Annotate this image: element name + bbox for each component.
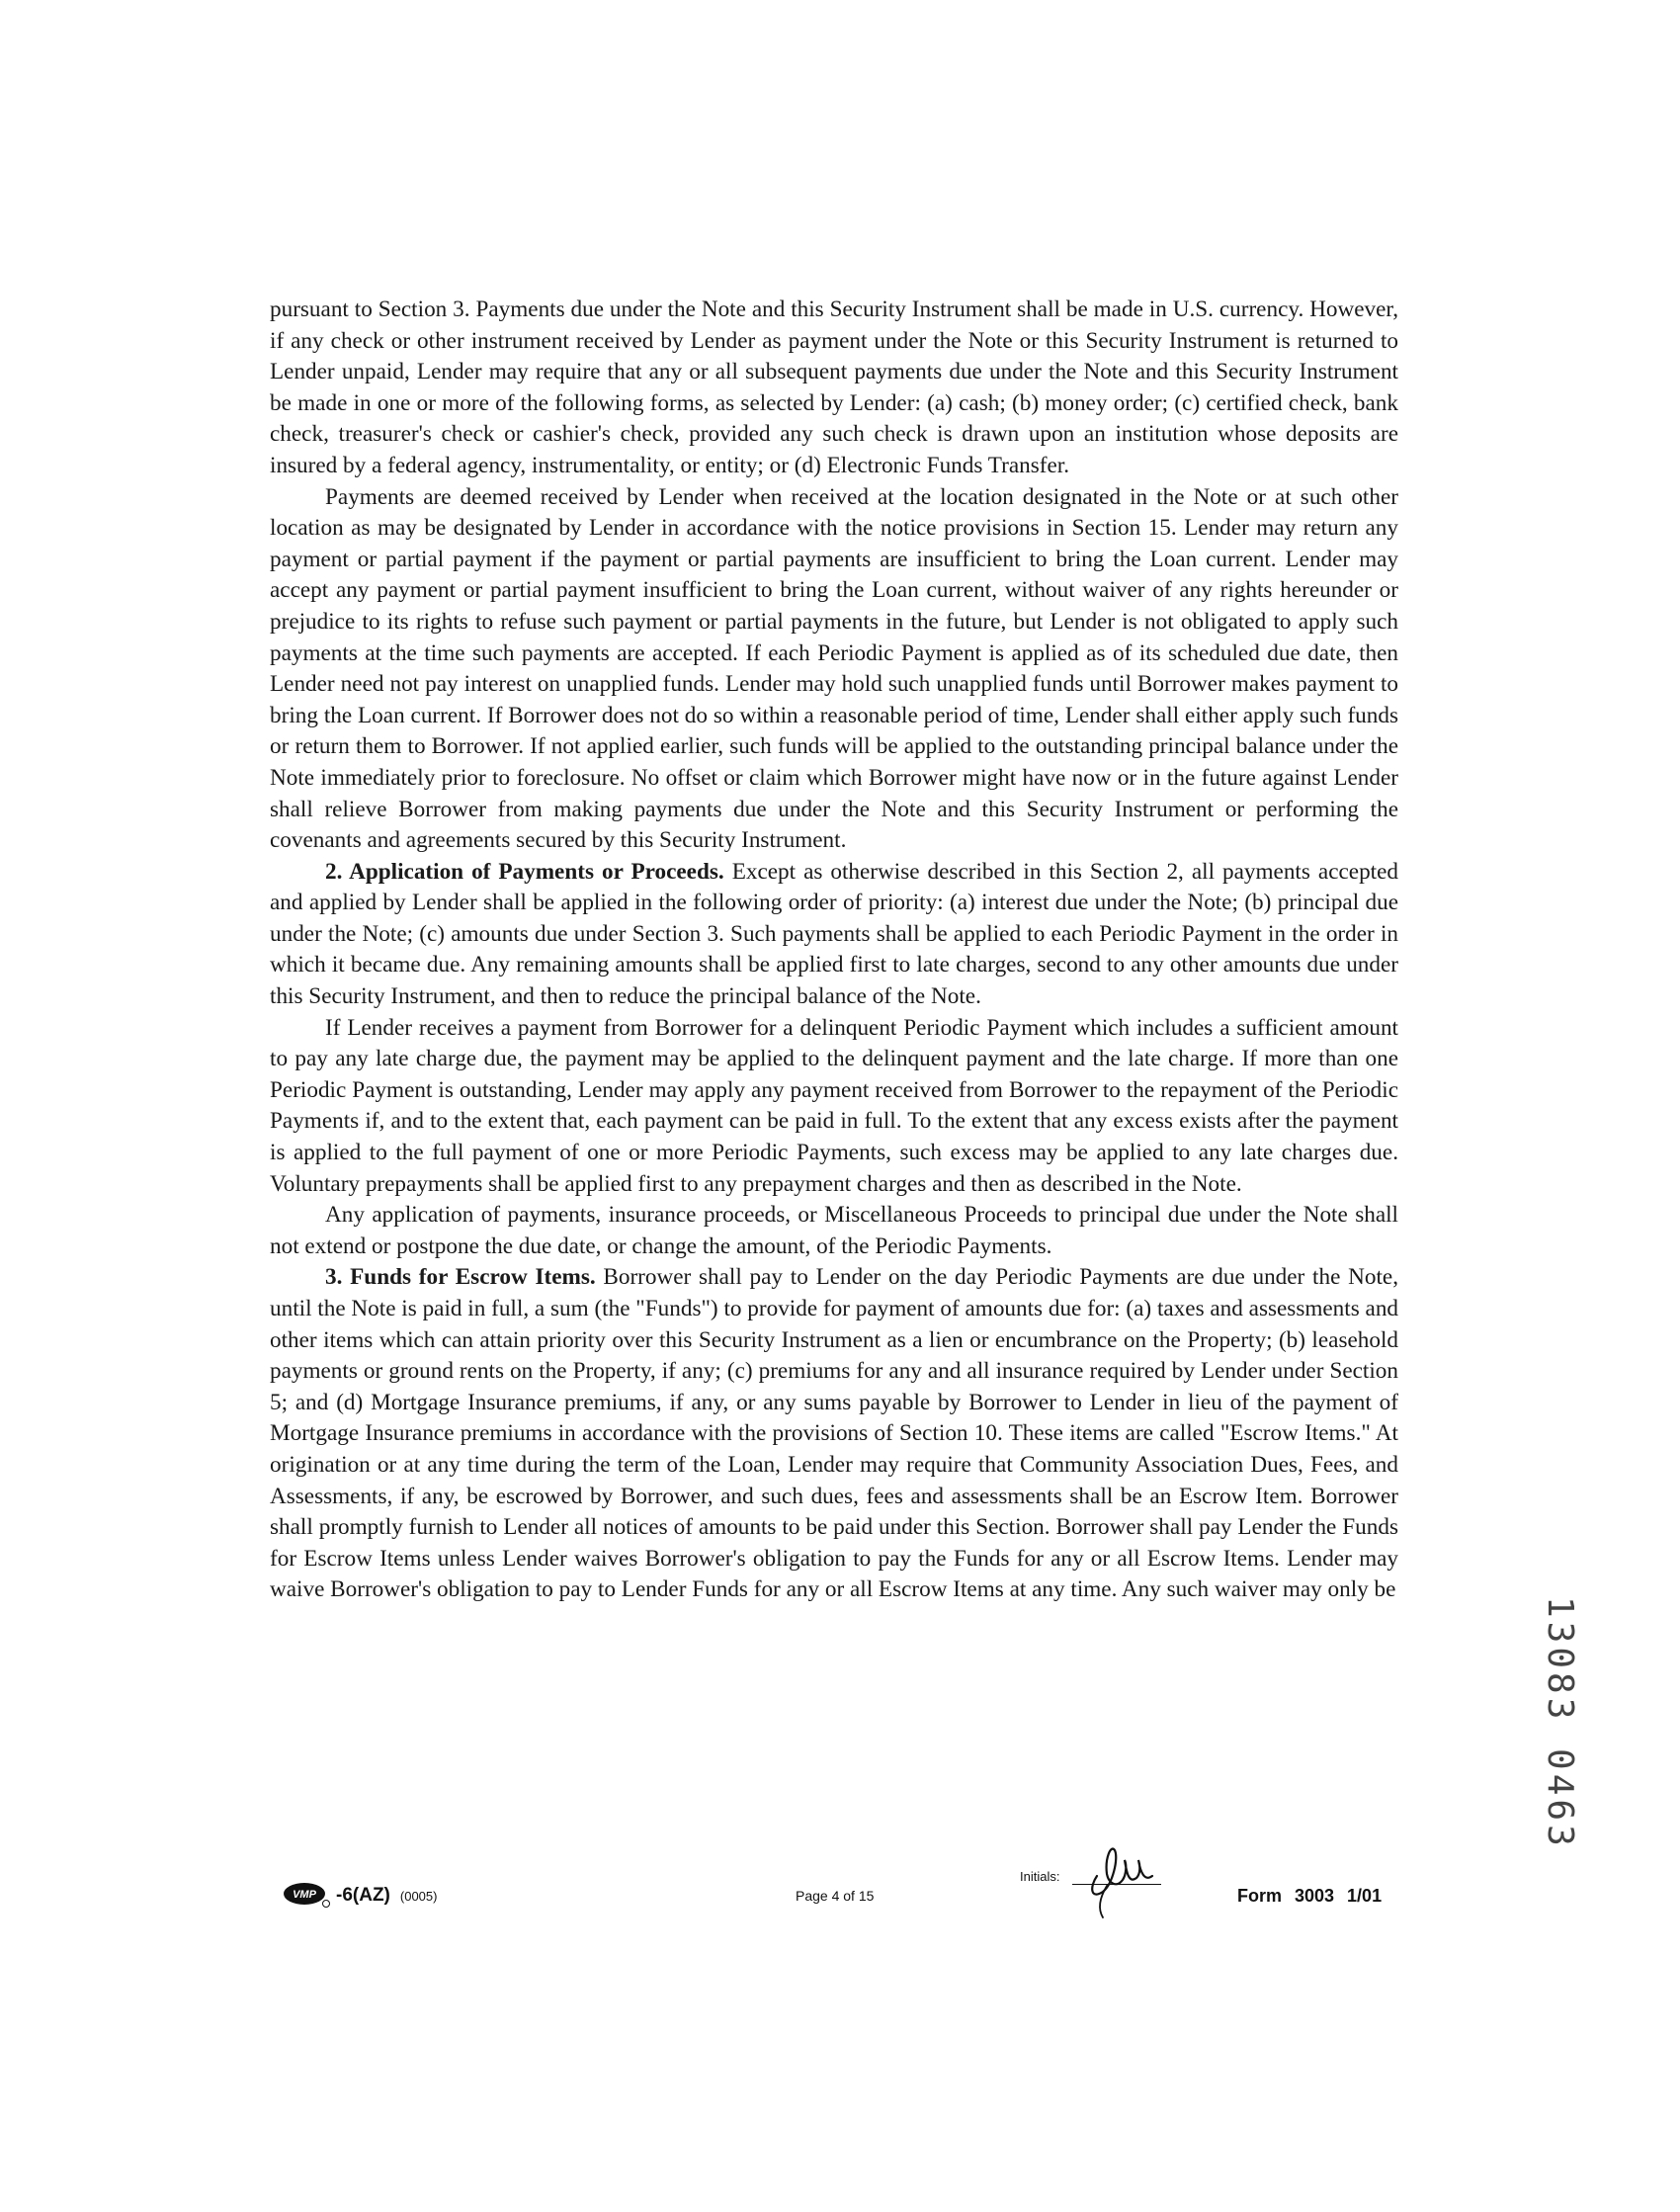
logo-text: VMP	[293, 1889, 316, 1901]
initials-label: Initials:	[1020, 1869, 1060, 1884]
section-3-funds-for-escrow	[270, 1262, 1398, 1606]
vmp-logo-icon	[283, 1882, 332, 1908]
paragraph-application-of-proceeds: Any application of payments, insurance proceeds, or Miscellaneous Proceeds to principal due under the Note shall not extend or postpone the due date, or change the amount, of the Periodic Payments.	[270, 1202, 1398, 1259]
paragraph-payment-forms: pursuant to Section 3. Payments due under the Note and this Security Instrument shall be made in U.S. currency. However, if any check or other instrument received by Lender as payment under the Note or this Security Instrument is returned to Lender unpaid, Lender may require that any or all subsequent payments due under the Note and this Security Instrument be made in one or more of the following forms, as selected by Lender: (a) cash; (b) money order; (c) certified check, bank check, treasurer's check or cashier's check, provided any such check is drawn upon an institution whose deposits are insured by a federal agency, instrumentality, or entity; or (d) Electronic Funds Transfer.	[270, 297, 1398, 478]
section-3-text: Borrower shall pay to Lender on the day Periodic Payments are due under the Note, until the Note is paid in full, a sum (the "Funds") to provide for payment of amounts due for: (a) taxes and assessments and other items which can attain priority over this Security Instrument as a lien or encumbrance on the Property; (b) leasehold payments or ground rents on the Property, if any; (c) premiums for any and all insurance required by Lender under Section 5; and (d) Mortgage Insurance premiums, if any, or any sums payable by Borrower to Lender in lieu of the payment of Mortgage Insurance premiums in accordance with the provisions of Section 10. These items are called "Escrow Items." At origination or at any time during the term of the Loan, Lender may require that Community Association Dues, Fees, and Assessments, if any, be escrowed by Borrower, and such dues, fees and assessments shall be an Escrow Item. Borrower shall promptly furnish to Lender all notices of amounts to be paid under this Section. Borrower shall pay Lender the Funds for Escrow Items unless Lender waives Borrower's obligation to pay the Funds for any or all Escrow Items. Lender may waive Borrower's obligation to pay to Lender Funds for any or all Escrow Items at any time. Any such waiver may only be	[270, 1264, 1399, 1603]
paragraph-payments-received: Payments are deemed received by Lender when received at the location designated in the Note or at such other location as may be designated by Lender in accordance with the notice provisions in Section 15. Lender may return any payment or partial payment if the payment or partial payments are insufficient to bring the Loan current. Lender may accept any payment or partial payment insufficient to bring the Loan current, without waiver of any rights hereunder or prejudice to its rights to refuse such payment or partial payments in the future, but Lender is not obligated to apply such payments at the time such payments are accepted. If each Periodic Payment is applied as of its scheduled due date, then Lender need not pay interest on unapplied funds. Lender may hold such unapplied funds until Borrower makes payment to bring the Loan current. If Borrower does not do so within a reasonable period of time, Lender shall either apply such funds or return them to Borrower. If not applied earlier, such funds will be applied to the outstanding principal balance under the Note immediately prior to foreclosure. No offset or claim which Borrower might have now or in the future against Lender shall relieve Borrower from making payments due under the Note and this Security Instrument or performing the covenants and agreements secured by this Security Instrument.	[270, 483, 1398, 854]
form-number: Form 3003 1/01	[1237, 1886, 1383, 1906]
page-footer	[0, 1829, 1680, 1947]
paragraph-delinquent-payment: If Lender receives a payment from Borrower for a delinquent Periodic Payment which includes a sufficient amount to pay any late charge due, the payment may be applied to the delinquent payment and the late charge. If more than one Periodic Payment is outstanding, Lender may apply any payment received from Borrower to the repayment of the Periodic Payments if, and to the extent that, each payment can be paid in full. To the extent that any excess exists after the payment is applied to the full payment of one or more Periodic Payments, such excess may be applied to any late charges due. Voluntary prepayments shall be applied first to any prepayment charges and then as described in the Note.	[270, 1014, 1398, 1197]
document-body	[270, 295, 1398, 1606]
section-2-application-of-payments	[270, 857, 1398, 1013]
page-number: Page 4 of 15	[796, 1888, 875, 1904]
section-2-text: Except as otherwise described in this Section 2, all payments accepted and applied by Lender shall be applied in the following order of priority: (a) interest due under the Note; (b) principal due under the Note; (c) amounts due under Section 3. Such payments shall be applied to each Periodic Payment in the order in which it became due. Any remaining amounts shall be applied first to late charges, second to any other amounts due under this Security Instrument, and then to reduce the principal balance of the Note.	[270, 858, 1398, 1010]
initials-signature	[1067, 1829, 1176, 1922]
form-code	[336, 1885, 437, 1907]
form-code-value: -6(AZ)	[336, 1885, 390, 1906]
section-2-heading: 2. Application of Payments or Proceeds.	[325, 858, 724, 885]
form-revision: (0005)	[399, 1889, 438, 1904]
section-3-heading: 3. Funds for Escrow Items.	[325, 1264, 596, 1291]
recording-number-stamp: 13083 0463	[1540, 1596, 1580, 1850]
